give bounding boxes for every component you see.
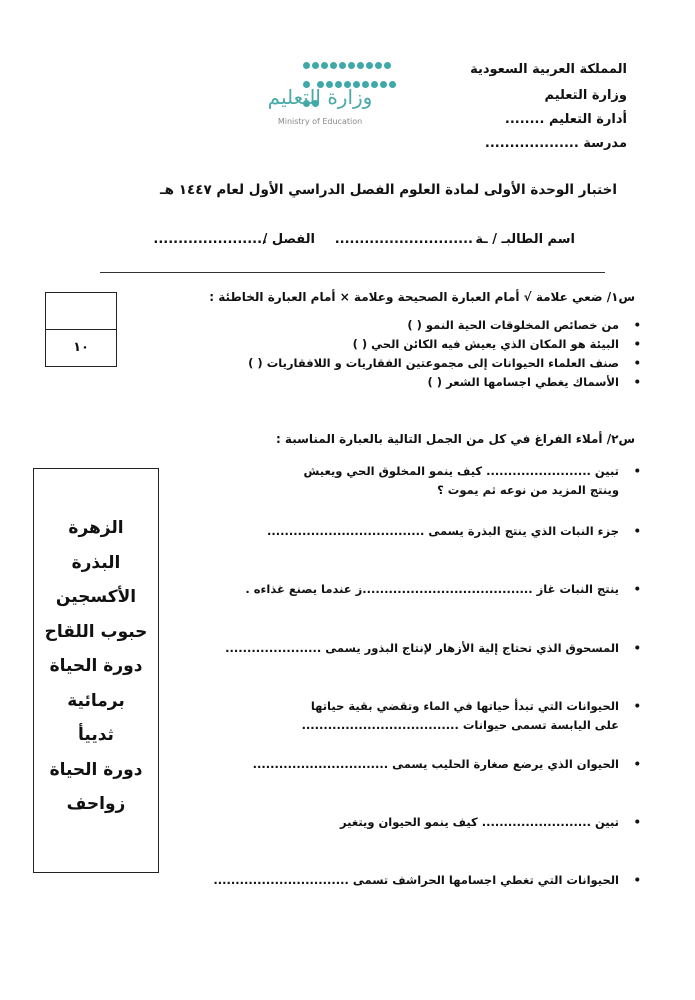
word-bank-item: ثدييأ: [78, 725, 114, 745]
kingdom-label: المملكة العربية السعودية: [470, 62, 627, 77]
word-bank-item: زواحف: [66, 794, 126, 814]
q2-item: • تبين ........................ كيف ينمو المخلوق الحي ويعيش وينتج المزيد من نوعه ثم يموت ؟: [284, 462, 619, 500]
q2-heading: س٢/ أملاء الفراغ في كل من الجمل التالية بالعبارة المناسبة :: [275, 432, 635, 446]
word-bank: [33, 468, 159, 873]
directorate-label: أدارة التعليم ........: [504, 112, 627, 127]
word-bank-item: البذرة: [71, 552, 121, 573]
q2-item: • الحيوانات التي تغطي اجسامها الحراشف تسمى ...............................: [213, 871, 619, 890]
q1-heading: س١/ ضعي علامة √ أمام العبارة الصحيحة وعلامة × أمام العبارة الخاطئة :: [209, 290, 635, 304]
word-bank-item: دورة الحياة: [49, 759, 143, 780]
q2-item: • جزء النبات الذي ينتج البذرة يسمى ....................................: [267, 522, 619, 541]
word-bank-item: دورة الحياة: [49, 656, 143, 676]
word-bank-item: حبوب اللقاح: [44, 621, 148, 642]
q2-item: • تبين ......................... كيف ينمو الحيوان ويتغير: [340, 813, 619, 832]
q2-item: • المسحوق الذي تحتاج إلية الأزهار لإنتاج البذور يسمى ......................: [225, 639, 619, 658]
q2-item: • الحيوانات التي تبدأ حياتها في الماء وتقضي بقية حياتها على اليابسة تسمى حيوانات ....................................: [299, 697, 619, 735]
student-name-field[interactable]: ............................: [334, 232, 473, 247]
logo-arabic: وزارة التعليم: [267, 85, 373, 109]
q1-item: • من خصائص المخلوقات الحية النمو ( ): [407, 316, 619, 335]
logo-english: Ministry of Education: [277, 117, 363, 126]
word-bank-item: الأكسجين: [55, 587, 137, 607]
ministry-logo: [250, 55, 400, 135]
school-label: مدرسة ...................: [484, 136, 627, 151]
word-bank-item: الزهرة: [68, 518, 124, 538]
divider: [100, 272, 605, 273]
class-field[interactable]: .......................: [153, 232, 267, 247]
word-bank-item: برمائية: [67, 690, 125, 711]
q1-item: • صنف العلماء الحيوانات إلى مجموعتين الفقاريات و اللافقاريات ( ): [248, 354, 619, 373]
class-label: الفصل /: [262, 232, 315, 247]
ministry-label: وزارة التعليم: [544, 88, 627, 103]
page-title: اختبار الوحدة الأولى لمادة العلوم الفصل الدراسي الأول لعام ١٤٤٧ هـ: [160, 182, 617, 198]
q2-item: • الحيوان الذي يرضع صغارة الحليب يسمى ...............................: [253, 755, 619, 774]
score-value: ١٠: [73, 340, 89, 355]
student-name-label: اسم الطالبـ / ـة: [475, 232, 575, 247]
q1-item: • البيئة هو المكان الذي يعيش فيه الكائن الحي ( ): [353, 335, 619, 354]
q2-item: • ينتج النبات غاز .......................................ز عندما يصنع غذاءه .: [245, 580, 619, 599]
score-box: [45, 292, 117, 367]
q1-item: • الأسماك يغطي اجسامها الشعر ( ): [428, 373, 619, 392]
